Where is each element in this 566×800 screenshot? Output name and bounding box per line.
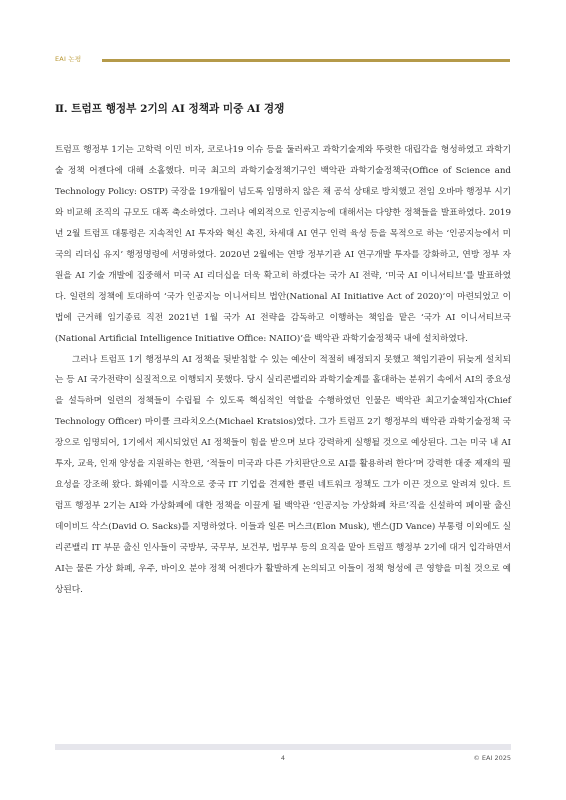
copyright-notice: © EAI 2025: [473, 754, 511, 762]
footer-bar: [55, 744, 511, 750]
body-text: [55, 140, 511, 601]
section-title: Ⅱ. 트럼프 행정부 2기의 AI 정책과 미중 AI 경쟁: [55, 103, 285, 115]
paragraph: 트럼프 행정부 1기는 고학력 이민 비자, 코로나19 이슈 등을 둘러싸고 과학기술계와 뚜렷한 대립각을 형성하였고 과학기술 정책 어젠다에 대해 소홀했다. 미국 최고의 과학기술정책기구인 백악관 과학기술정책국(Office of Science and Technology Policy: OSTP) 국장을 19개월이 넘도록 임명하지 않은 채 공석 상태로 방치했고 전임 오바마 행정부 시기와 비교해 조직의 규모도 대폭 축소하였다. 그러나 예외적으로 인공지능에 대해서는 다양한 정책들을 발표하였다. 2019년 2월 트럼프 대통령은 지속적인 AI 투자와 혁신 촉진, 차세대 AI 연구 인력 육성 등을 목적으로 하는 ‘인공지능에서 미국의 리더십 유지’ 행정명령에 서명하였다. 2020년 2월에는 연방 정부기관 AI 연구개발 투자를 강화하고, 연방 정부 자원을 AI 기술 개발에 집중해서 미국 AI 리더십을 더욱 확고히 하겠다는 국가 AI 전략, ‘미국 AI 이니셔티브’를 발표하였다. 일련의 정책에 토대하여 ‘국가 인공지능 이니셔티브 법안(National AI Initiative Act of 2020)’이 마련되었고 이 법에 근거해 임기종료 직전 2021년 1월 국가 AI 전략을 감독하고 이행하는 책임을 맡은 ‘국가 AI 이니셔티브국(National Artificial Intelligence Initiative Office: NAIIO)’을 백악관 과학기술정책국 내에 설치하였다.: [55, 145, 511, 344]
header-divider: [102, 59, 510, 62]
paragraph: 그러나 트럼프 1기 행정부의 AI 정책을 뒷받침할 수 있는 예산이 적절히 배정되지 못했고 책임기관이 뒤늦게 설치되는 등 AI 국가전략이 실질적으로 이행되지 못했다. 당시 실리콘밸리와 과학기술계를 홀대하는 분위기 속에서 AI의 중요성을 설득하며 일련의 정책들이 수립될 수 있도록 핵심적인 역할을 수행하였던 인물은 백악관 최고기술책임자(Chief Technology Officer) 마이클 크라치오스(Michael Kratsios)였다. 그가 트럼프 2기 행정부의 백악관 과학기술정책 국장으로 임명되어, 1기에서 제시되었던 AI 정책들이 힘을 받으며 보다 강력하게 실행될 것으로 예상된다. 그는 미국 내 AI 투자, 교육, 인재 양성을 지원하는 한편, ‘적들이 미국과 다른 가치판단으로 AI를 활용하려 한다’며 강력한 대중 제재의 필요성을 강조해 왔다. 화웨이를 시작으로 중국 IT 기업을 견제한 클린 네트워크 정책도 그가 이끈 것으로 알려져 있다. 트럼프 행정부 2기는 AI와 가상화폐에 대한 정책을 이끌게 될 백악관 ‘인공지능 가상화폐 차르’직을 신설하여 페이팔 출신 데이비드 삭스(David O. Sacks)를 지명하였다. 이들과 일론 머스크(Elon Musk), 밴스(JD Vance) 부통령 이외에도 실리콘밸리 IT 부문 출신 인사들이 국방부, 국무부, 보건부, 법무부 등의 요직을 맡아 트럼프 행정부 2기에 대거 입각하면서 AI는 물론 가상 화폐, 우주, 바이오 분야 정책 어젠다가 활발하게 논의되고 이들이 정책 형성에 큰 영향을 미칠 것으로 예상된다.: [55, 354, 511, 596]
header-label: EAI 논평: [55, 55, 82, 63]
page-number: 4: [280, 754, 286, 762]
